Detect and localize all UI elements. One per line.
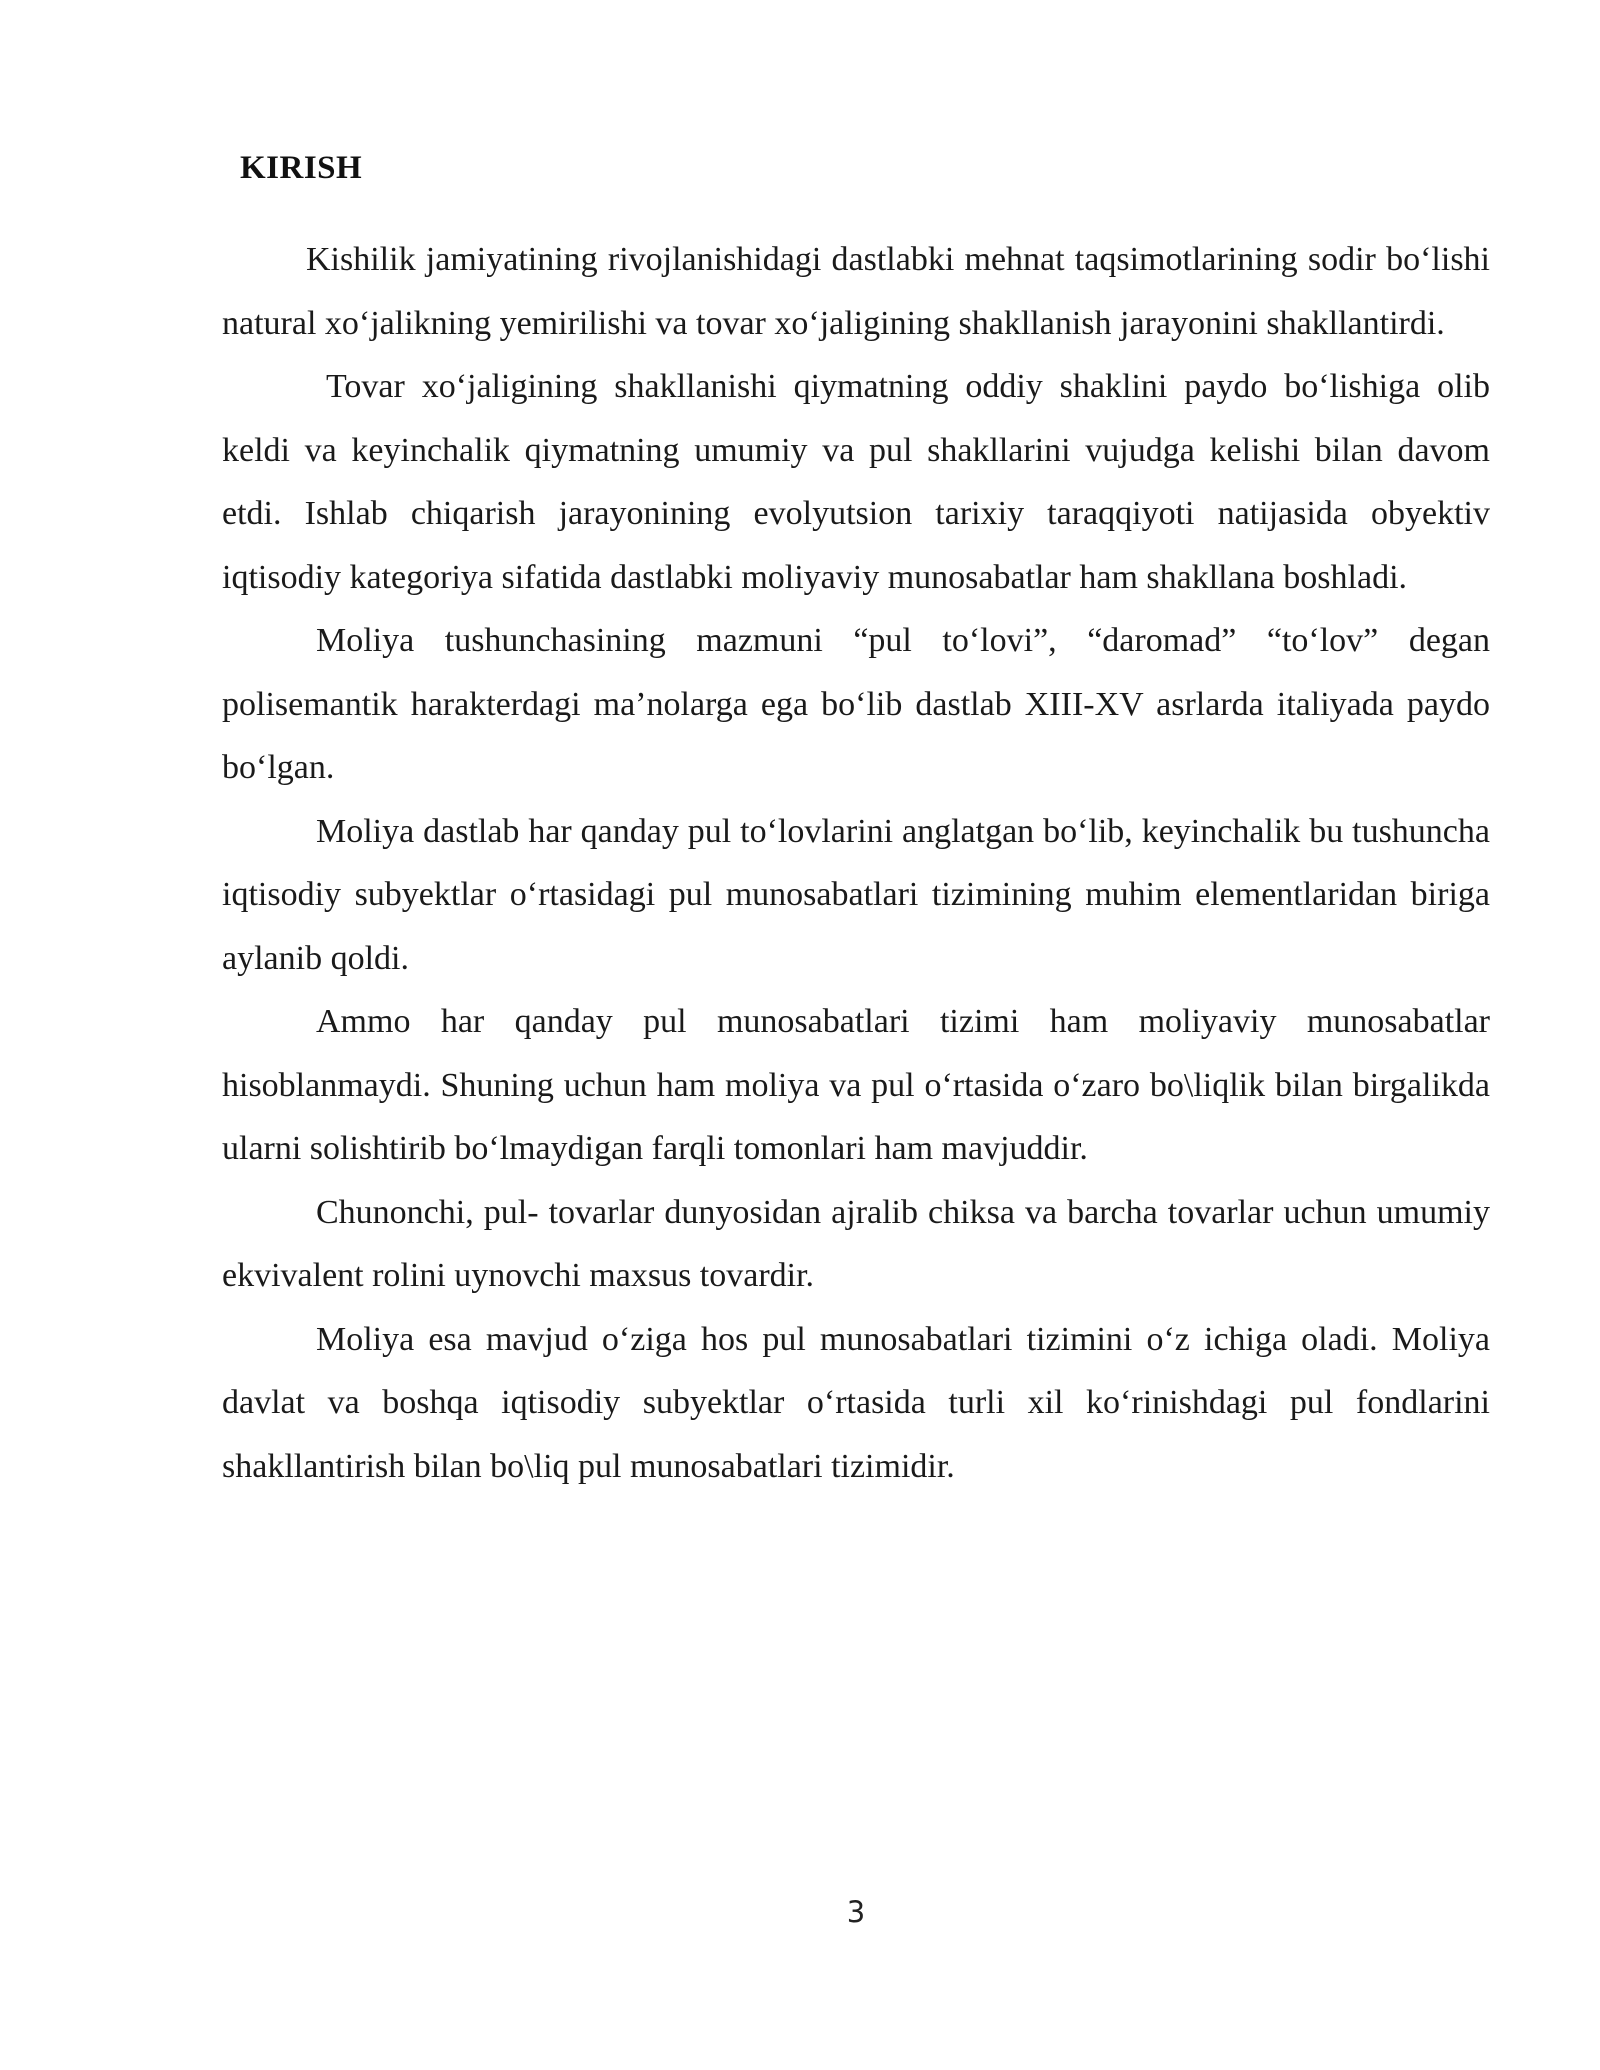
paragraph-2: Tovar xo‘jaligining shakllanishi qiymatning oddiy shaklini paydo bo‘lishiga olib keldi va keyinchalik qiymatning umumiy va pul shakllarini vujudga kelishi bilan davom etdi. Ishlab chiqarish jarayonining evolyutsion tarixiy taraqqiyoti natijasida obyektiv iqtisodiy kategoriya sifatida dastlabki moliyaviy munosabatlar ham shakllana boshladi. [222,368,1490,596]
section-heading: KIRISH [240,150,363,186]
page-number: 3 [846,1895,866,1929]
body-text [222,228,1490,1498]
paragraph-6: Chunonchi, pul- tovarlar dunyosidan ajralib chiksa va barcha tovarlar uchun umumiy ekvivalent rolini uynovchi maxsus tovardir. [222,1193,1490,1294]
paragraph-3: Moliya tushunchasining mazmuni “pul to‘lovi”, “daromad” “to‘lov” degan polisemantik harakterdagi ma’nolarga ega bo‘lib dastlab XIII-XV asrlarda italiyada paydo bo‘lgan. [222,622,1490,786]
paragraph-1: Kishilik jamiyatining rivojlanishidagi dastlabki mehnat taqsimotlarining sodir bo‘lishi natural xo‘jalikning yemirilishi va tovar xo‘jaligining shakllanish jarayonini shakllantirdi. [222,241,1490,342]
paragraph-4: Moliya dastlab har qanday pul to‘lovlarini anglatgan bo‘lib, keyinchalik bu tushuncha iqtisodiy subyektlar o‘rtasidagi pul munosabatlari tizimining muhim elementlaridan biriga aylanib qoldi. [222,812,1490,977]
paragraph-7: Moliya esa mavjud o‘ziga hos pul munosabatlari tizimini o‘z ichiga oladi. Moliya davlat va boshqa iqtisodiy subyektlar o‘rtasida turli xil ko‘rinishdagi pul fondlarini shakllantirish bilan bo\liq pul munosabatlari tizimidir. [222,1320,1490,1485]
paragraph-5: Ammo har qanday pul munosabatlari tizimi ham moliyaviy munosabatlar hisoblanmaydi. Shuning uchun ham moliya va pul o‘rtasida o‘zaro bo\liqlik bilan birgalikda ularni solishtirib bo‘lmaydigan farqli tomonlari ham mavjuddir. [222,1003,1490,1167]
